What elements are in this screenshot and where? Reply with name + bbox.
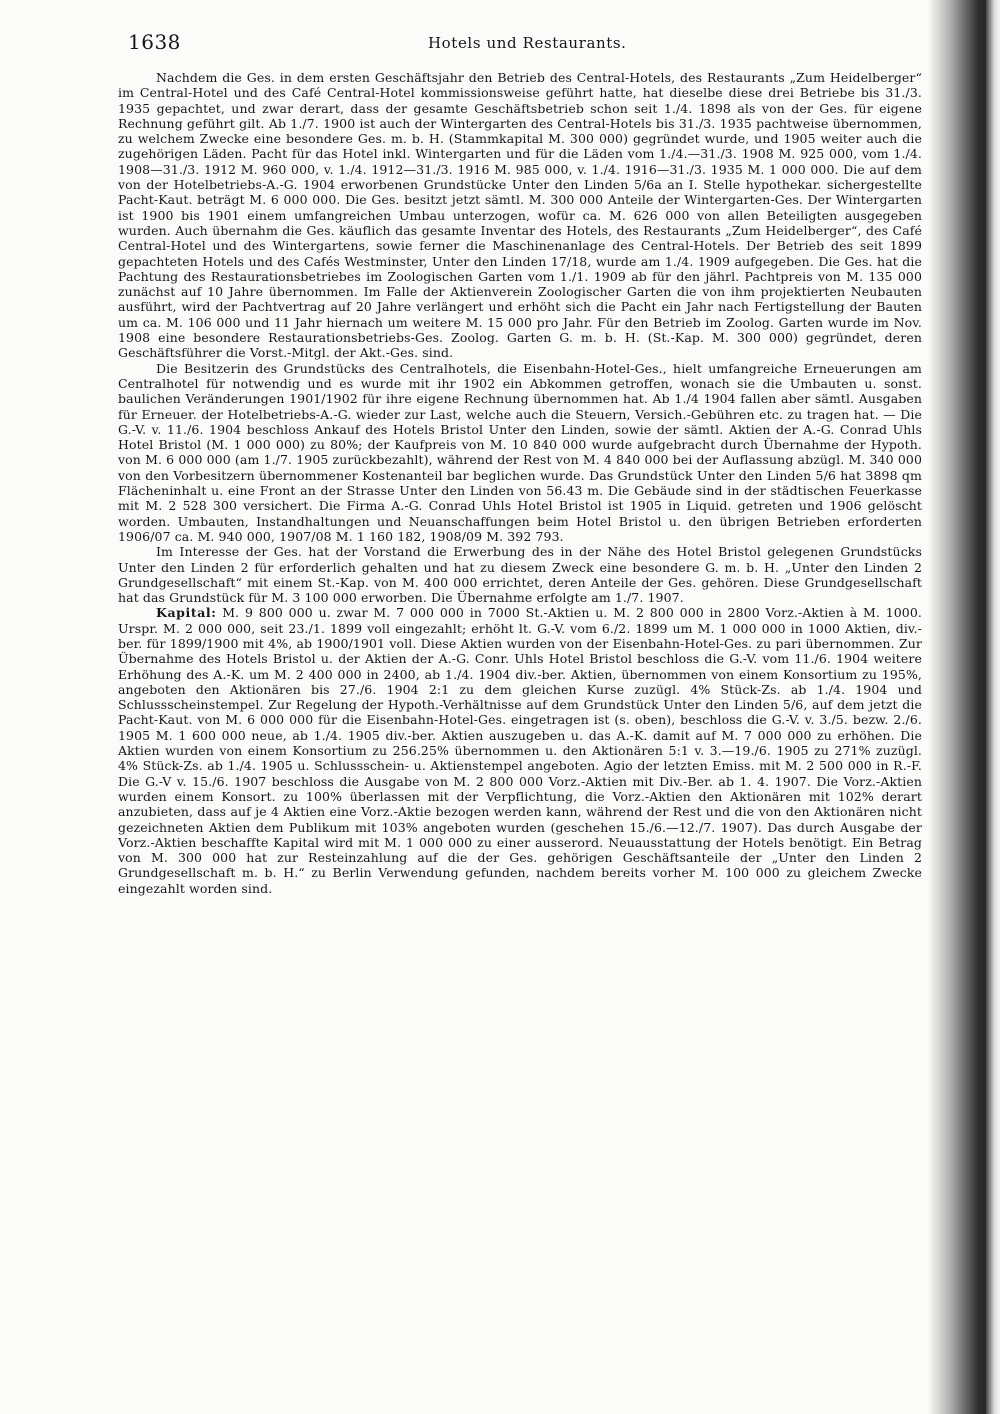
- kapital-text: M. 9 800 000 u. zwar M. 7 000 000 in 7000 St.-Aktien u. M. 2 800 000 in 2800 Vorz.-Aktien à M. 1000. Urspr. M. 2 000 000, seit 23./1. 1899 voll eingezahlt; erhöht lt. G.-V. vom 6./2. 1899 um M. 1 000 000 in 1000 Aktien, div.-ber. für 1899/1900 mit 4%, ab 1900/1901 voll. Diese Aktien wurden von der Eisenbahn-Hotel-Ges. zu pari übernommen. Zur Übernahme des Hotels Bristol u. der Aktien der A.-G. Conr. Uhls Hotel Bristol beschloss die G.-V. vom 11./6. 1904 weitere Erhöhung des A.-K. um M. 2 400 000 in 2400, ab 1./4. 1904 div.-ber. Aktien, übernommen von einem Konsortium zu 195%, angeboten den Aktionären bis 27./6. 1904 2:1 zu dem gleichen Kurse zuzügl. 4% Stück-Zs. ab 1./4. 1904 und Schlussscheinstempel. Zur Regelung der Hypoth.-Verhältnisse auf dem Grundstück Unter den Linden 5/6, auf dem jetzt die Pacht-Kaut. von M. 6 000 000 für die Eisenbahn-Hotel-Ges. eingetragen ist (s. oben), beschloss die G.-V. v. 3./5. bezw. 2./6. 1905 M. 1 600 000 neue, ab 1./4. 1905 div.-ber. Aktien auszugeben u. das A.-K. damit auf M. 7 000 000 zu erhöhen. Die Aktien wurden von einem Konsortium zu 256.25% übernommen u. den Aktionären 5:1 v. 3.—19./6. 1905 zu 271% zuzügl. 4% Stück-Zs. ab 1./4. 1905 u. Schlussschein- u. Aktienstempel angeboten. Agio der letzten Emiss. mit M. 2 500 000 in R.-F. Die G.-V v. 15./6. 1907 beschloss die Ausgabe von M. 2 800 000 Vorz.-Aktien mit Div.-Ber. ab 1. 4. 1907. Die Vorz.-Aktien wurden einem Konsort. zu 100% überlassen mit der Verpflichtung, die Vorz.-Aktien den Aktionären mit 102% derart anzubieten, dass auf je 4 Aktien eine Vorz.-Aktie bezogen werden kann, während der Rest und die von den Aktionären nicht gezeichneten Aktien dem Publikum mit 103% angeboten wurden (geschehen 15./6.—12./7. 1907). Das durch Ausgabe der Vorz.-Aktien beschaffte Kapital wird mit M. 1 000 000 zu einer ausserord. Neuausstattung der Hotels benötigt. Ein Betrag von M. 300 000 hat zur Resteinzahlung auf die der Ges. gehörigen Geschäftsanteile der „Unter den Linden 2 Grundgesellschaft m. b. H.“ zu Berlin Verwendung gefunden, nachdem bereits vorher M. 100 000 zu gleichem Zwecke eingezahlt worden sind.: [118, 605, 922, 896]
- page-number: 1638: [128, 30, 181, 54]
- page-edge: [986, 0, 1000, 1414]
- paragraph-kapital: [118, 605, 922, 896]
- page-header: [128, 30, 918, 64]
- kapital-label: Kapital:: [156, 605, 217, 621]
- running-head: Hotels und Restaurants.: [428, 34, 627, 52]
- body-text: [118, 70, 922, 896]
- paragraph-unter-den-linden-2: Im Interesse der Ges. hat der Vorstand die Erwerbung des in der Nähe des Hotel Bristol gelegenen Grundstücks Unter den Linden 2 für erforderlich gehalten und hat zu diesem Zweck eine besondere G. m. b. H. „Unter den Linden 2 Grundgesellschaft“ mit einem St.-Kap. von M. 400 000 errichtet, deren Anteile der Ges. gehören. Diese Grundgesellschaft hat das Grundstück für M. 3 100 000 erworben. Die Übernahme erfolgte am 1./7. 1907.: [118, 544, 922, 606]
- paragraph-pachtung: Nachdem die Ges. in dem ersten Geschäftsjahr den Betrieb des Central-Hotels, des Restaurants „Zum Heidelberger“ im Central-Hotel und des Café Central-Hotel kommissionsweise geführt hatte, hat dieselbe diese drei Betriebe bis 31./3. 1935 gepachtet, und zwar derart, dass der gesamte Geschäftsbetrieb schon seit 1./4. 1898 als von der Ges. für eigene Rechnung geführt gilt. Ab 1./7. 1900 ist auch der Wintergarten des Central-Hotels bis 31./3. 1935 pachtweise übernommen, zu welchem Zwecke eine besondere Ges. m. b. H. (Stammkapital M. 300 000) gegründet wurde, und 1905 weiter auch die zugehörigen Läden. Pacht für das Hotel inkl. Wintergarten und für die Läden vom 1./4.—31./3. 1908 M. 925 000, vom 1./4. 1908—31./3. 1912 M. 960 000, v. 1./4. 1912—31./3. 1916 M. 985 000, v. 1./4. 1916—31./3. 1935 M. 1 000 000. Die auf dem von der Hotelbetriebs-A.-G. 1904 erworbenen Grundstücke Unter den Linden 5/6a an I. Stelle hypothekar. sichergestellte Pacht-Kaut. beträgt M. 6 000 000. Die Ges. besitzt jetzt sämtl. M. 300 000 Anteile der Wintergarten-Ges. Der Wintergarten ist 1900 bis 1901 einem umfangreichen Umbau unterzogen, wofür ca. M. 626 000 von allen Beteiligten ausgegeben wurden. Auch übernahm die Ges. käuflich das gesamte Inventar des Hotels, des Restaurants „Zum Heidelberger“, des Café Central-Hotel und des Wintergartens, sowie ferner die Maschinenanlage des Central-Hotels. Der Betrieb des seit 1899 gepachteten Hotels und des Cafés Westminster, Unter den Linden 17/18, wurde am 1./4. 1909 aufgegeben. Die Ges. hat die Pachtung des Restaurationsbetriebes im Zoologischen Garten vom 1./1. 1909 ab für den jährl. Pachtpreis von M. 135 000 zunächst auf 10 Jahre übernommen. Im Falle der Aktienverein Zoologischer Garten die von ihm projektierten Neubauten ausführt, wird der Pachtvertrag auf 20 Jahre verlängert und erhöht sich die Pacht ein Jahr nach Fertigstellung der Bauten um ca. M. 106 000 und 11 Jahr hiernach um weitere M. 15 000 pro Jahr. Für den Betrieb im Zoolog. Garten wurde im Nov. 1908 eine besondere Restaurationsbetriebs-Ges. Zoolog. Garten G. m. b. H. (St.-Kap. M. 300 000) gegründet, deren Geschäftsführer die Vorst.-Mitgl. der Akt.-Ges. sind.: [118, 70, 922, 361]
- paragraph-grundstueck: Die Besitzerin des Grundstücks des Centralhotels, die Eisenbahn-Hotel-Ges., hielt umfangreiche Erneuerungen am Centralhotel für notwendig und es wurde mit ihr 1902 ein Abkommen getroffen, wonach sie die Umbauten u. sonst. baulichen Veränderungen 1901/1902 für ihre eigene Rechnung übernommen hat. Ab 1./4 1904 fallen aber sämtl. Ausgaben für Erneuer. der Hotelbetriebs-A.-G. wieder zur Last, welche auch die Steuern, Versich.-Gebühren etc. zu tragen hat. — Die G.-V. v. 11./6. 1904 beschloss Ankauf des Hotels Bristol Unter den Linden, sowie der sämtl. Aktien der A.-G. Conrad Uhls Hotel Bristol (M. 1 000 000) zu 80%; der Kaufpreis von M. 10 840 000 wurde aufgebracht durch Übernahme der Hypoth. von M. 6 000 000 (am 1./7. 1905 zurückbezahlt), während der Rest von M. 4 840 000 bei der Auflassung abzügl. M. 340 000 von den Vorbesitzern übernommener Kostenanteil bar beglichen wurde. Das Grundstück Unter den Linden 5/6 hat 3898 qm Flächeninhalt u. eine Front an der Strasse Unter den Linden von 56.43 m. Die Gebäude sind in der städtischen Feuerkasse mit M. 2 528 300 versichert. Die Firma A.-G. Conrad Uhls Hotel Bristol ist 1905 in Liquid. getreten und 1906 gelöscht worden. Umbauten, Instandhaltungen und Neuanschaffungen beim Hotel Bristol u. den übrigen Betrieben erforderten 1906/07 ca. M. 940 000, 1907/08 M. 1 160 182, 1908/09 M. 392 793.: [118, 360, 922, 544]
